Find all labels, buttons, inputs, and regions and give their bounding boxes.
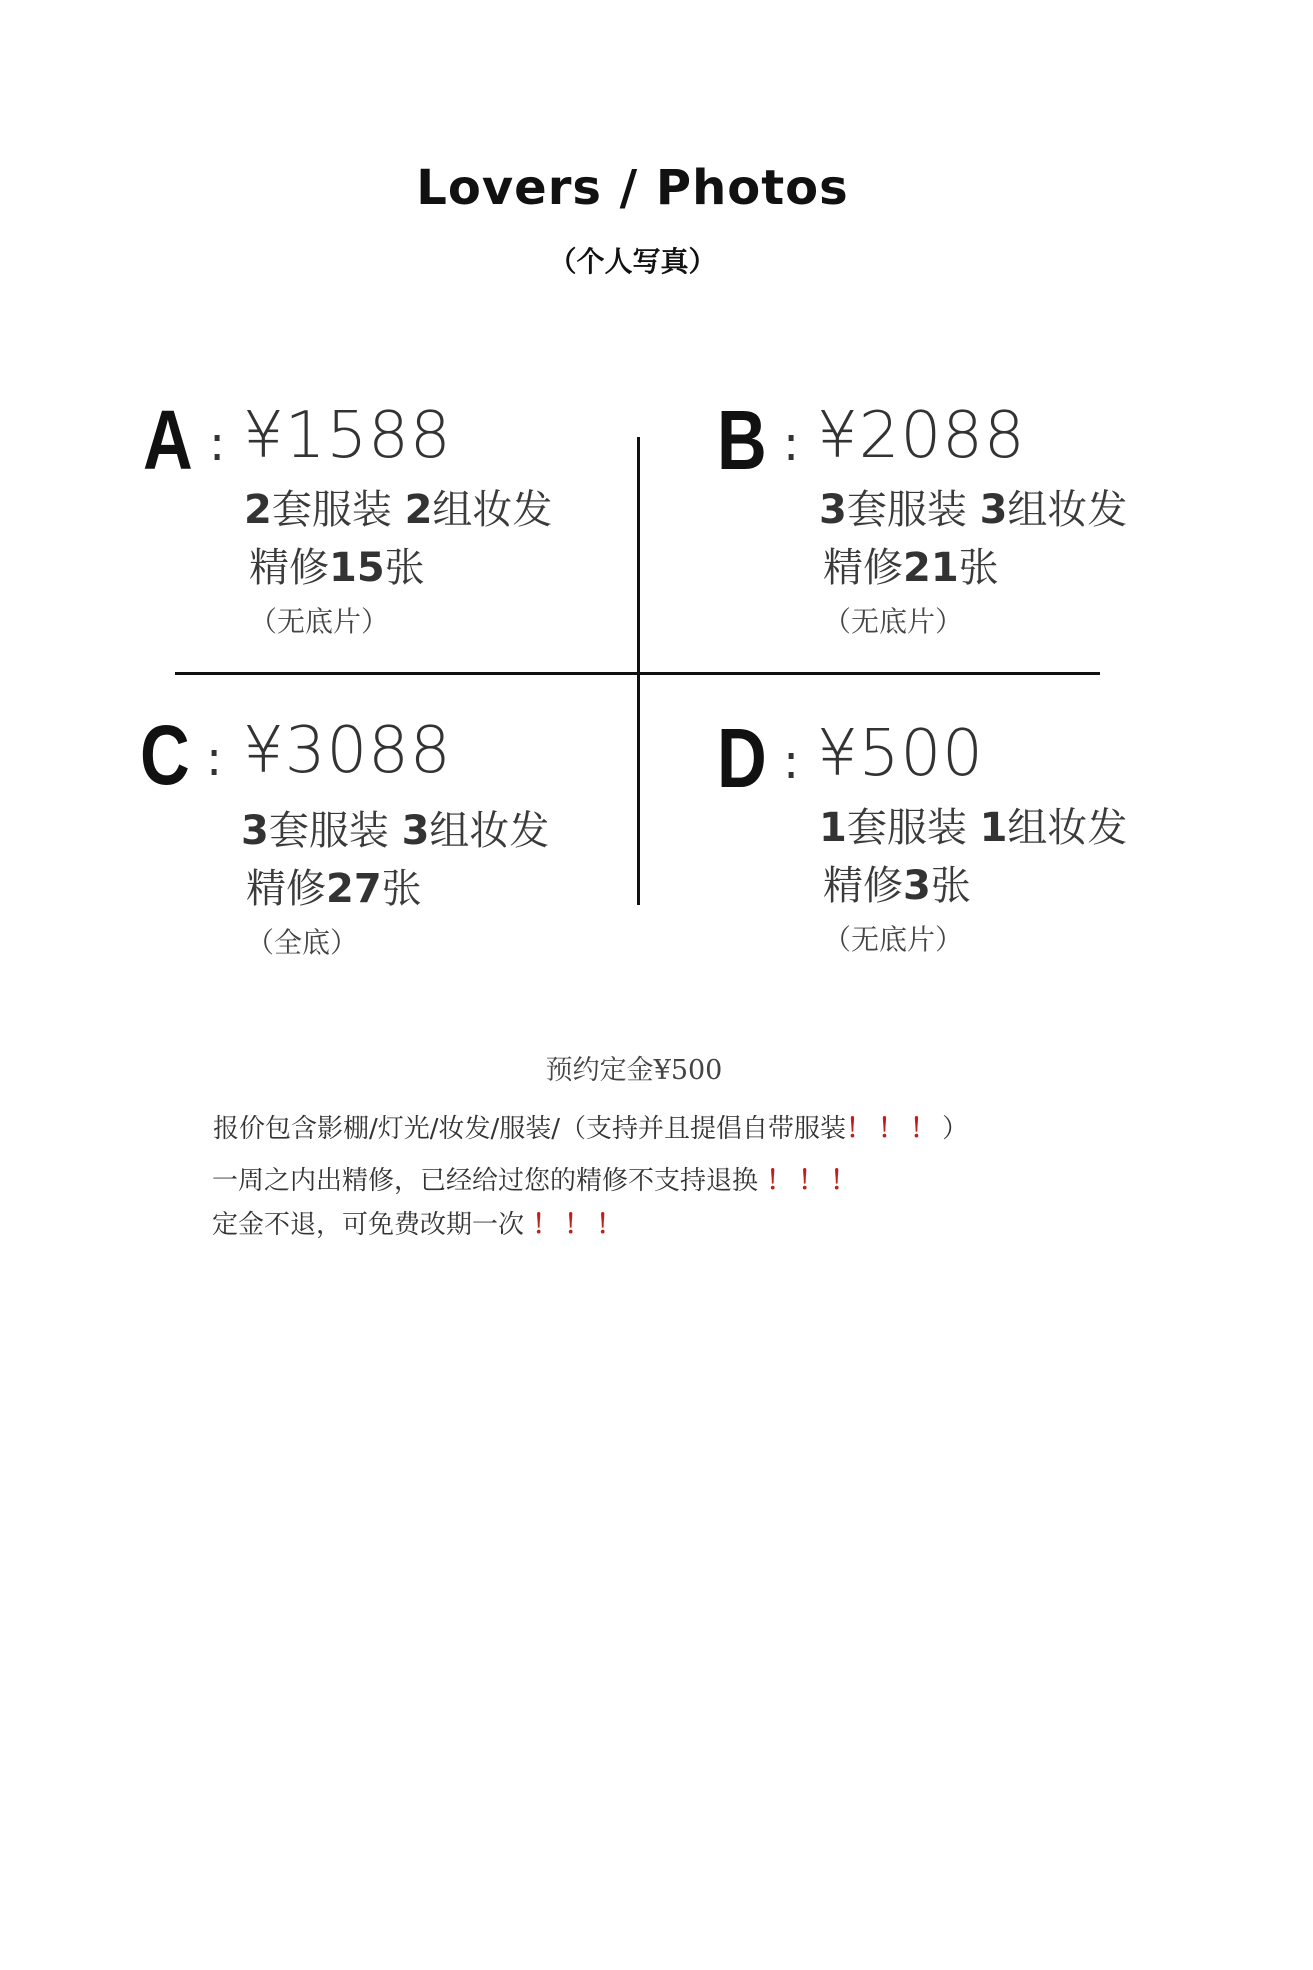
package-d bbox=[717, 711, 1197, 966]
retouch-prefix: 精修 bbox=[823, 545, 903, 591]
package-services bbox=[244, 487, 553, 533]
notes-line-2 bbox=[212, 1168, 862, 1194]
retouch-count: 27 bbox=[326, 866, 382, 912]
notes-text: 报价包含影棚/灯光/妆发/服装/（支持并且提倡自带服装 bbox=[213, 1114, 847, 1144]
package-price: ¥500 bbox=[817, 717, 984, 791]
page-subtitle: （个人写真） bbox=[548, 245, 717, 278]
package-letter: C bbox=[140, 708, 190, 802]
package-retouch bbox=[823, 863, 971, 909]
package-colon: : bbox=[783, 416, 800, 472]
outfit-label: 套服装 bbox=[268, 808, 389, 854]
package-c bbox=[140, 708, 620, 963]
package-note: （无底片） bbox=[823, 923, 964, 956]
package-letter: B bbox=[717, 393, 767, 487]
outfit-label: 套服装 bbox=[846, 487, 967, 533]
retouch-prefix: 精修 bbox=[249, 545, 329, 591]
notes-tail: ） bbox=[942, 1114, 969, 1144]
retouch-count: 3 bbox=[903, 863, 931, 909]
retouch-suffix: 张 bbox=[930, 863, 971, 909]
package-services bbox=[819, 487, 1128, 533]
package-b bbox=[717, 393, 1197, 648]
package-letter: A bbox=[143, 393, 193, 487]
notes-line-1 bbox=[213, 1116, 968, 1142]
makeup-count: 3 bbox=[979, 487, 1008, 533]
outfit-label: 套服装 bbox=[846, 805, 967, 851]
notes-emphasis: ！！！ bbox=[766, 1166, 863, 1196]
package-retouch bbox=[249, 545, 425, 591]
package-price: ¥1588 bbox=[243, 399, 452, 473]
vertical-divider bbox=[637, 437, 640, 905]
notes-line-3 bbox=[212, 1212, 628, 1238]
retouch-suffix: 张 bbox=[958, 545, 999, 591]
retouch-count: 21 bbox=[903, 545, 959, 591]
makeup-label: 组妆发 bbox=[1007, 487, 1128, 533]
package-note: （无底片） bbox=[823, 605, 964, 638]
package-retouch bbox=[246, 866, 422, 912]
package-note: （无底片） bbox=[249, 605, 390, 638]
retouch-suffix: 张 bbox=[384, 545, 425, 591]
package-letter: D bbox=[717, 711, 767, 805]
package-colon: : bbox=[206, 731, 223, 787]
retouch-suffix: 张 bbox=[381, 866, 422, 912]
package-a bbox=[143, 393, 623, 648]
package-services bbox=[819, 805, 1128, 851]
package-colon: : bbox=[783, 734, 800, 790]
makeup-label: 组妆发 bbox=[429, 808, 550, 854]
package-price: ¥3088 bbox=[243, 714, 452, 788]
deposit-note: 预约定金¥500 bbox=[545, 1055, 723, 1086]
page-title: Lovers / Photos bbox=[416, 160, 849, 216]
outfit-label: 套服装 bbox=[271, 487, 392, 533]
makeup-count: 3 bbox=[401, 808, 430, 854]
notes-text: 定金不退，可免费改期一次 bbox=[212, 1210, 533, 1240]
package-colon: : bbox=[209, 416, 226, 472]
retouch-count: 15 bbox=[329, 545, 385, 591]
outfit-count: 3 bbox=[241, 808, 269, 854]
makeup-count: 2 bbox=[404, 487, 433, 533]
horizontal-divider bbox=[175, 672, 1100, 675]
makeup-label: 组妆发 bbox=[432, 487, 553, 533]
outfit-count: 3 bbox=[819, 487, 847, 533]
makeup-count: 1 bbox=[979, 805, 1008, 851]
notes-text: 一周之内出精修，已经给过您的精修不支持退换 bbox=[212, 1166, 767, 1196]
package-price: ¥2088 bbox=[817, 399, 1026, 473]
package-note: （全底） bbox=[246, 926, 359, 959]
notes-emphasis: ！！！ bbox=[532, 1210, 629, 1240]
package-retouch bbox=[823, 545, 999, 591]
package-services bbox=[241, 808, 550, 854]
notes-emphasis: ！！！ bbox=[846, 1114, 943, 1144]
retouch-prefix: 精修 bbox=[246, 866, 326, 912]
retouch-prefix: 精修 bbox=[823, 863, 903, 909]
outfit-count: 2 bbox=[244, 487, 272, 533]
makeup-label: 组妆发 bbox=[1007, 805, 1128, 851]
outfit-count: 1 bbox=[819, 805, 847, 851]
